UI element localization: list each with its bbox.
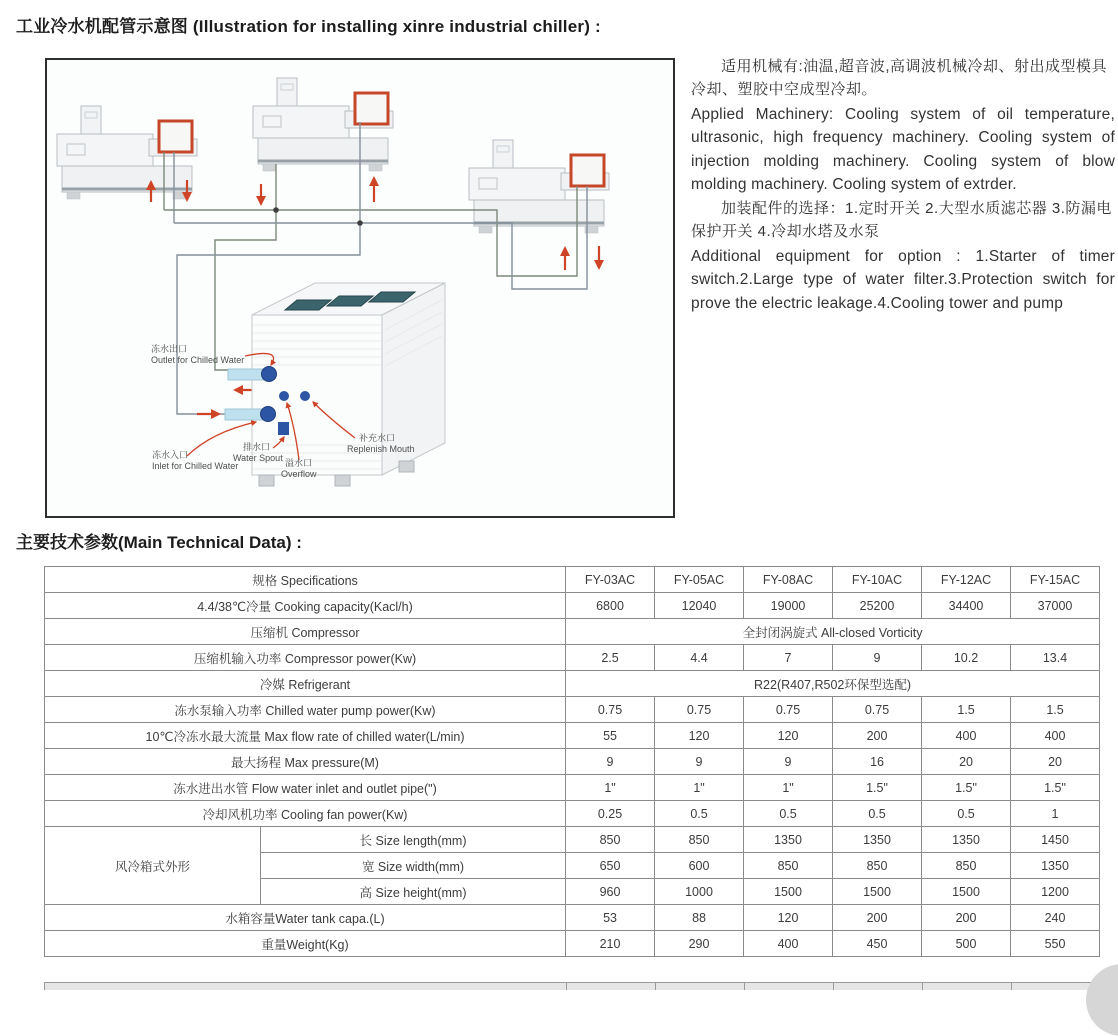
table-row-capacity [45,593,1100,619]
cell-value: 1350 [744,827,833,853]
row-label: 冻水进出水管 Flow water inlet and outlet pipe(") [45,775,566,801]
cell-value: 600 [655,853,744,879]
row-label: 最大扬程 Max pressure(M) [45,749,566,775]
cell-value: 1" [566,775,655,801]
cell-value: 0.25 [566,801,655,827]
section-title-technical-data: 主要技术参数(Main Technical Data) : [16,533,302,552]
cell-value: 200 [922,905,1011,931]
col-header-model: FY-03AC [566,567,655,593]
cell-value: 120 [744,905,833,931]
cell-value: 290 [655,931,744,957]
row-sublabel: 高 Size height(mm) [261,879,566,905]
table-row-tank [45,905,1100,931]
cell-value: 1000 [655,879,744,905]
row-sublabel: 长 Size length(mm) [261,827,566,853]
applied-machinery-en: Applied Machinery: Cooling system of oil temperature, ultrasonic, high frequency machinery. Cooling system of injection molding machinery. Cooling system of blow molding machinery. Cooling system of extrder. [691,106,1115,193]
pipe-junction-dot [357,220,363,226]
cell-value: 7 [744,645,833,671]
cell-value: 88 [655,905,744,931]
additional-equipment-zh: 加装配件的选择：1.定时开关 2.大型水质滤芯器 3.防漏电保护开关 4.冷却水塔及水泵 [691,200,1112,240]
table-row-refrigerant [45,671,1100,697]
cell-value: 400 [744,931,833,957]
inlet-label-en: Inlet for Chilled Water [152,461,239,471]
page-title: 工业冷水机配管示意图 (Illustration for installing xinre industrial chiller) : [16,17,601,36]
row-label: 4.4/38℃冷量 Cooking capacity(Kacl/h) [45,593,566,619]
cell-value: 200 [833,905,922,931]
cell-value: 240 [1011,905,1100,931]
cell-value: 0.5 [655,801,744,827]
spec-table [44,566,1100,957]
cell-value: 1500 [833,879,922,905]
cell-value: 1" [655,775,744,801]
row-label: 冷媒 Refrigerant [45,671,566,697]
row-label: 10℃冷冻水最大流量 Max flow rate of chilled water(L/min) [45,723,566,749]
col-header-model: FY-08AC [744,567,833,593]
table-row-pipe [45,775,1100,801]
overflow-label-zh: 溢水口 [285,458,313,468]
row-label: 冻水泵输入功率 Chilled water pump power(Kw) [45,697,566,723]
cell-value: 1350 [833,827,922,853]
cell-value: 400 [922,723,1011,749]
cell-value: 400 [1011,723,1100,749]
cell-value: 850 [744,853,833,879]
cell-value: 450 [833,931,922,957]
cell-value: 19000 [744,593,833,619]
row-label: 冷却风机功率 Cooling fan power(Kw) [45,801,566,827]
table-row-max-flow [45,723,1100,749]
cell-value: 20 [922,749,1011,775]
cell-value: 10.2 [922,645,1011,671]
row-label: 压缩机 Compressor [45,619,566,645]
inlet-port [261,407,276,422]
cell-value: 13.4 [1011,645,1100,671]
cell-value: 6800 [566,593,655,619]
additional-equipment-en: Additional equipment for option : 1.Starter of timer switch.2.Large type of water filter.3.Protection switch for prove the electric leakage.4.Cooling tower and pump [691,248,1115,312]
cell-value: 1450 [1011,827,1100,853]
cell-value: 1.5 [922,697,1011,723]
cell-value: 16 [833,749,922,775]
cell-value: 1.5" [833,775,922,801]
outlet-label-zh: 冻水出口 [151,344,188,354]
cell-value: 850 [922,853,1011,879]
cell-value: 0.75 [566,697,655,723]
page-corner-decoration [1086,964,1118,1036]
cell-value: 53 [566,905,655,931]
cell-value: 1200 [1011,879,1100,905]
cell-value: 0.75 [655,697,744,723]
col-header-spec: 规格 Specifications [45,567,566,593]
cell-value: 25200 [833,593,922,619]
cell-value: 120 [655,723,744,749]
table-row-max-pressure [45,749,1100,775]
cell-value: 9 [744,749,833,775]
cell-value: 0.75 [833,697,922,723]
cell-value: 1350 [922,827,1011,853]
cell-value: 550 [1011,931,1100,957]
cell-value: 4.4 [655,645,744,671]
col-header-model: FY-10AC [833,567,922,593]
table-header-row [45,567,1100,593]
cell-value: 1" [744,775,833,801]
row-label: 水箱容量Water tank capa.(L) [45,905,566,931]
outlet-label-en: Outlet for Chilled Water [151,355,245,365]
table-row-compressor [45,619,1100,645]
inlet-label-zh: 冻水入口 [152,450,189,460]
cell-value: 55 [566,723,655,749]
cell-value: 34400 [922,593,1011,619]
cell-value: 500 [922,931,1011,957]
water-spout-port [278,422,289,435]
overflow-port [279,391,289,401]
cell-value: 1500 [744,879,833,905]
cell-value: 12040 [655,593,744,619]
table-row-pump-power [45,697,1100,723]
cell-value: 9 [655,749,744,775]
next-table-cutoff [44,982,1100,990]
cell-value: 120 [744,723,833,749]
row-label: 压缩机输入功率 Compressor power(Kw) [45,645,566,671]
cell-value: 1.5 [1011,697,1100,723]
machine-left [57,106,197,199]
cell-value: 0.5 [833,801,922,827]
cell-value: 1350 [1011,853,1100,879]
table-row-compressor-power [45,645,1100,671]
cell-value: 200 [833,723,922,749]
cell-value: 1.5" [922,775,1011,801]
row-label-dims-group: 风冷箱式外形 [45,827,261,905]
cell-value: 1.5" [1011,775,1100,801]
chiller-foot [259,475,274,486]
cell-value: 37000 [1011,593,1100,619]
cell-value: 850 [655,827,744,853]
pipe-junction-dot [273,207,279,213]
cell-value: 960 [566,879,655,905]
overflow-label-en: Overflow [281,469,317,479]
cell-value: 1500 [922,879,1011,905]
replenish-label-zh: 补充水口 [359,433,396,443]
col-header-model: FY-15AC [1011,567,1100,593]
replenish-label-en: Replenish Mouth [347,444,415,454]
replenish-port [300,391,310,401]
description-column [691,56,1115,317]
col-header-model: FY-12AC [922,567,1011,593]
col-header-model: FY-05AC [655,567,744,593]
chiller-foot [399,461,414,472]
cell-span-value: R22(R407,R502环保型选配) [566,671,1100,697]
cell-value: 0.75 [744,697,833,723]
cell-value: 1 [1011,801,1100,827]
row-sublabel: 宽 Size width(mm) [261,853,566,879]
cell-value: 650 [566,853,655,879]
spout-label-zh: 排水口 [243,442,271,452]
cell-value: 9 [566,749,655,775]
outlet-stub [228,369,266,380]
cell-value: 20 [1011,749,1100,775]
table-row-weight [45,931,1100,957]
outlet-port [262,367,277,382]
cell-value: 0.5 [922,801,1011,827]
diagram-canvas [47,60,673,516]
cell-span-value: 全封闭涡旋式 All-closed Vorticity [566,619,1100,645]
cell-value: 2.5 [566,645,655,671]
applied-machinery-zh: 适用机械有:油温,超音波,高调波机械冷却、射出成型模具冷却、塑胶中空成型冷却。 [691,58,1108,98]
machine-right [469,140,609,233]
table-row-length [45,827,1100,853]
table-row-fan-power [45,801,1100,827]
chiller-foot [335,475,350,486]
inlet-stub [225,409,265,420]
cell-value: 9 [833,645,922,671]
spout-label-en: Water Spout [233,453,283,463]
machine-middle [253,78,393,171]
cell-value: 210 [566,931,655,957]
cell-value: 850 [833,853,922,879]
cell-value: 0.5 [744,801,833,827]
row-label: 重量Weight(Kg) [45,931,566,957]
cell-value: 850 [566,827,655,853]
installation-diagram [45,58,675,518]
